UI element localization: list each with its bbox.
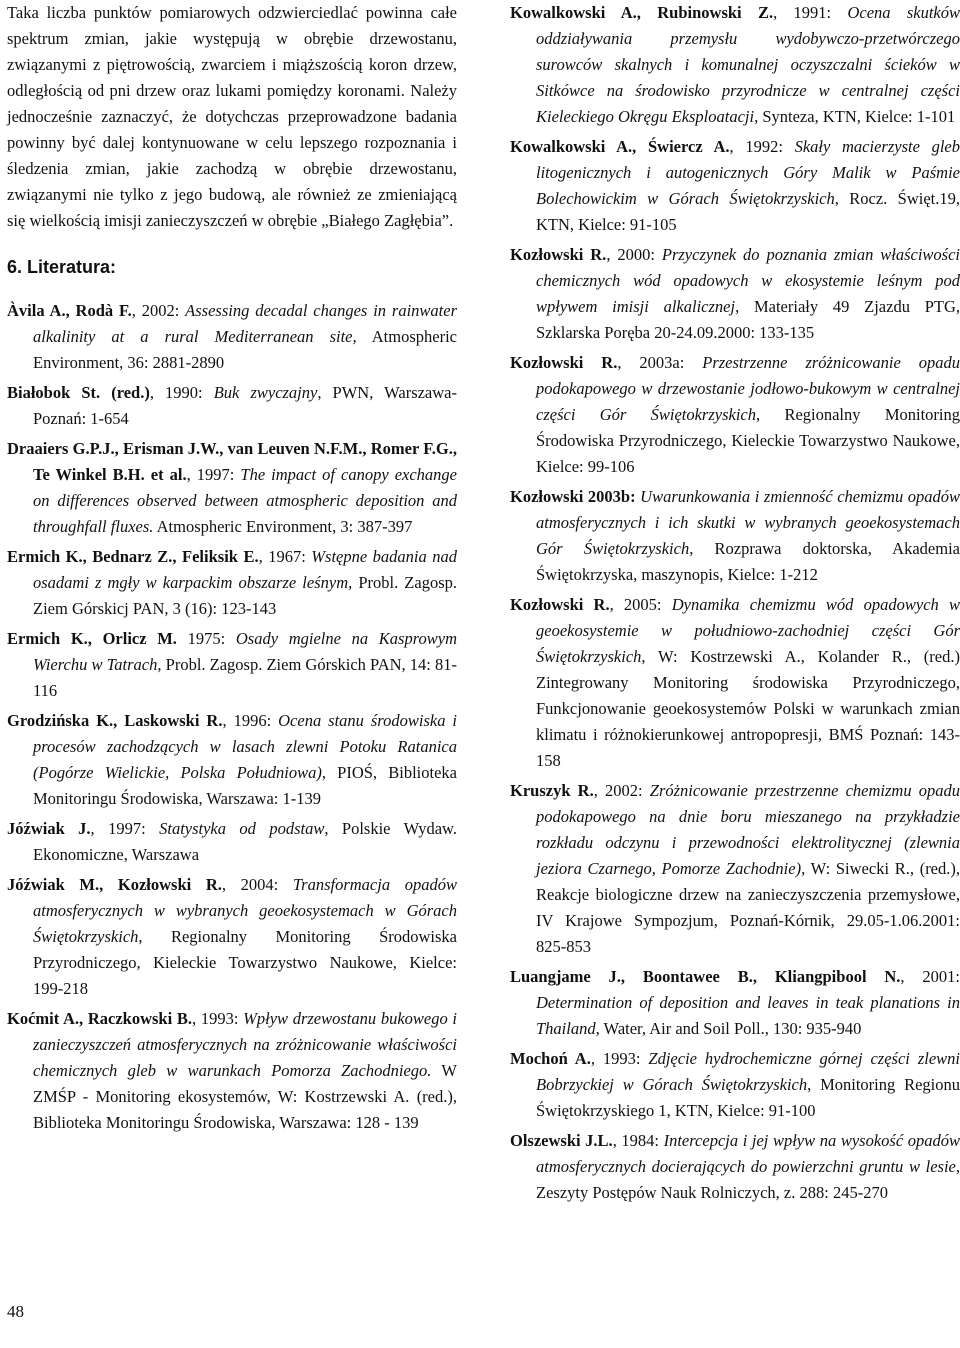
reference-item: Olszewski J.L., 1984: Intercepcja i jej wpływ na wysokość opadów atmosferycznych docierających do powierzchni gruntu w lesie, Zeszyty Postępów Nauk Rolniczych, z. 288: 245-270 (510, 1131, 960, 1202)
reference-item: Kowalkowski A., Rubinowski Z., 1991: Ocena skutków oddziaływania przemysłu wydobywczo-przetwórczego surowców skalnych i komunalnej oczyszczalni ścieków w Sitkówce na środowisko przyrodnicze w centralnej części Kieleckiego Okręgu Eksploatacji, Synteza, KTN, Kielce: 1-101 (510, 3, 960, 126)
intro-paragraph: Taka liczba punktów pomiarowych odzwierciedlać powinna całe spektrum zmian, jakie występują w obrębie drzewostanu, związanymi z piętrowością, zwarciem i miąższością koron drzew, odległością od pni drzew oraz lukami pomiędzy koronami. Należy jednocześnie zaznaczyć, że dotychczas przeprowadzone badania powinny być dalej kontynuowane w celu lepszego rozpoznania i śledzenia zmian, jakie zachodzą w obrębie drzewostanu, związanymi nie tylko z jego budową, ale również ze zmieniającą się wielkością imisji zanieczyszczeń w obrębie „Białego Zagłębia”. (7, 3, 457, 230)
reference-item: Kozłowski R., 2000: Przyczynek do poznania zmian właściwości chemicznych wód opadowych w ekosystemie leśnym pod wpływem imisji alkalicznej, Materiały 49 Zjazdu PTG, Szklarska Poręba 20-24.09.2000: 133-135 (510, 245, 960, 342)
reference-item: Kozłowski R., 2003a: Przestrzenne zróżnicowanie opadu podokapowego w drzewostanie jodłowo-bukowym w centralnej części Gór Świętokrzyskich, Regionalny Monitoring Środowiska Przyrodniczego, Kieleckie Towarzystwo Naukowe, Kielce: 99-106 (510, 353, 960, 476)
reference-item: Draaiers G.P.J., Erisman J.W., van Leuven N.F.M., Romer F.G., Te Winkel B.H. et al., 1997: The impact of canopy exchange on differences observed between atmospheric deposition and throughfall fluxes. Atmospheric Environment, 3: 387-397 (7, 439, 457, 536)
reference-item: Kruszyk R., 2002: Zróżnicowanie przestrzenne chemizmu opadu podokapowego na dnie boru mieszanego na przykładzie rozkładu odczynu i przewodności elektrolitycznej (zlewnia jeziora Czarnego, Pomorze Zachodnie), W: Siwecki R., (red.), Reakcje biologiczne drzew na zanieczyszczenia przemysłowe, IV Krajowe Sympozjum, Poznań-Kórnik, 29.05-1.06.2001: 825-853 (510, 781, 960, 956)
reference-item: Luangjame J., Boontawee B., Kliangpibool N., 2001: Determination of deposition and leaves in teak planations in Thailand, Water, Air and Soil Poll., 130: 935-940 (510, 967, 960, 1038)
reference-item: Białobok St. (red.), 1990: Buk zwyczajny, PWN, Warszawa-Poznań: 1-654 (7, 383, 457, 428)
reference-list-right (510, 0, 960, 1206)
reference-item: Kozłowski 2003b: Uwarunkowania i zmienność chemizmu opadów atmosferycznych i ich skutki w wybranych geoekosystemach Gór Świętokrzyskich, Rozprawa doktorska, Akademia Świętokrzyska, maszynopis, Kielce: 1-212 (510, 487, 960, 584)
reference-list-left (7, 298, 457, 1136)
section-heading: 6. Literatura: (7, 257, 117, 277)
right-column (510, 0, 960, 1210)
page-number: 48 (7, 1302, 24, 1321)
reference-item: Ermich K., Orlicz M. 1975: Osady mgielne na Kasprowym Wierchu w Tatrach, Probl. Zagosp. Ziem Górskich PAN, 14: 81-116 (7, 629, 458, 700)
reference-item: Ermich K., Bednarz Z., Feliksik E., 1967: Wstępne badania nad osadami z mgły w karpackim obszarze leśnym, Probl. Zagosp. Ziem Górskicj PAN, 3 (16): 123-143 (7, 547, 458, 618)
left-column (7, 0, 457, 1140)
reference-item: Mochoń A., 1993: Zdjęcie hydrochemiczne górnej części zlewni Bobrzyckiej w Górach Świętokrzyskich, Monitoring Regionu Świętokrzyskiego 1, KTN, Kielce: 91-100 (510, 1049, 960, 1120)
reference-item: Jóźwiak M., Kozłowski R., 2004: Transformacja opadów atmosferycznych w wybranych geoekosystemach w Górach Świętokrzyskich, Regionalny Monitoring Środowiska Przyrodniczego, Kieleckie Towarzystwo Naukowe, Kielce: 199-218 (7, 875, 457, 998)
reference-item: Àvila A., Rodà F., 2002: Assessing decadal changes in rainwater alkalinity at a rural Mediterranean site, Atmospheric Environment, 36: 2881-2890 (7, 301, 458, 372)
reference-item: Koćmit A., Raczkowski B., 1993: Wpływ drzewostanu bukowego i zanieczyszczeń atmosferycznych na zróżnicowanie właściwości chemicznych gleb w warunkach Pomorza Zachodniego. W ZMŚP - Monitoring ekosystemów, W: Kostrzewski A. (red.), Biblioteka Monitoringu Środowiska, Warszawa: 128 - 139 (7, 1009, 457, 1132)
reference-item: Kozłowski R., 2005: Dynamika chemizmu wód opadowych w geoekosystemie w południowo-zachodniej części Gór Świętokrzyskich, W: Kostrzewski A., Kolander R., (red.) Zintegrowany Monitoring środowiska Przyrodniczego, Funkcjonowanie geoekosystemów Polski w warunkach zmian klimatu i różnokierunkowej antropopresji, BMŚ Poznań: 143-158 (510, 595, 960, 770)
reference-item: Jóźwiak J., 1997: Statystyka od podstaw, Polskie Wydaw. Ekonomiczne, Warszawa (7, 819, 457, 864)
reference-item: Grodzińska K., Laskowski R., 1996: Ocena stanu środowiska i procesów zachodzących w lasach zlewni Potoku Ratanica (Pogórze Wielickie, Polska Południowa), PIOŚ, Biblioteka Monitoringu Środowiska, Warszawa: 1-139 (7, 711, 458, 808)
reference-item: Kowalkowski A., Świercz A., 1992: Skały macierzyste gleb litogenicznych i autogenicznych Góry Malik w Paśmie Bolechowickim w Górach Świętokrzyskich, Rocz. Święt.19, KTN, Kielce: 91-105 (510, 137, 960, 234)
